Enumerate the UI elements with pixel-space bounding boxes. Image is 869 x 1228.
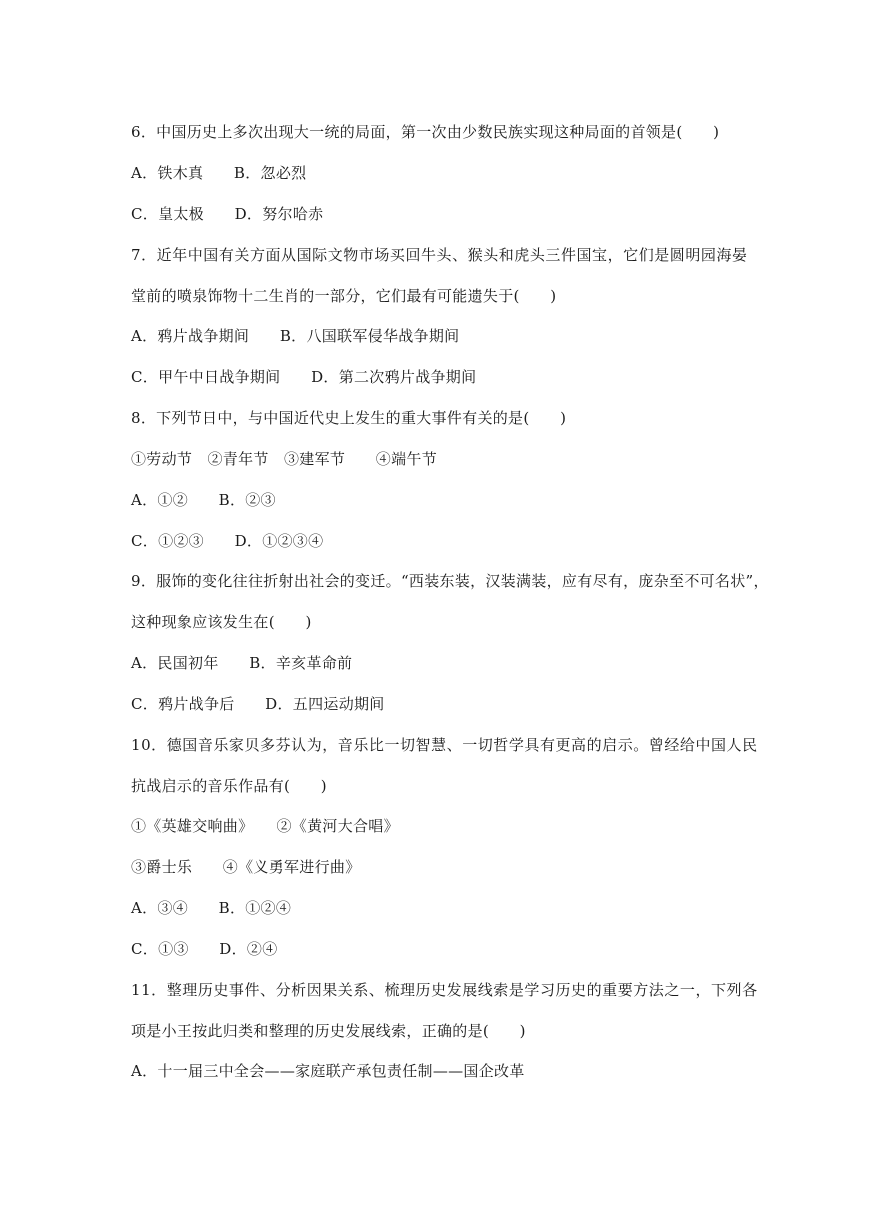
question-6-options-ab: A．铁木真 B．忽必烈 — [131, 164, 307, 182]
question-10-options-ab: A．③④ B．①②④ — [131, 899, 292, 917]
question-6-stem: 6．中国历史上多次出现大一统的局面，第一次由少数民族实现这种局面的首领是( ) — [131, 123, 720, 141]
question-8-stem: 8．下列节日中，与中国近代史上发生的重大事件有关的是( ) — [131, 409, 567, 427]
question-9-stem-line-2: 这种现象应该发生在( ) — [131, 613, 312, 631]
question-11-option-a: A．十一届三中全会——家庭联产承包责任制——国企改革 — [131, 1062, 525, 1080]
question-8-options-cd: C．①②③ D．①②③④ — [131, 532, 324, 550]
question-9-options-ab: A．民国初年 B．辛亥革命前 — [131, 654, 353, 672]
question-8-items: ①劳动节 ②青年节 ③建军节 ④端午节 — [131, 450, 438, 468]
question-10-stem-line-1: 10．德国音乐家贝多芬认为，音乐比一切智慧、一切哲学具有更高的启示。曾经给中国人民 — [131, 736, 758, 754]
question-10-items-1: ①《英雄交响曲》 ②《黄河大合唱》 — [131, 817, 399, 835]
question-11-stem-line-2: 项是小王按此归类和整理的历史发展线索，正确的是( ) — [131, 1022, 526, 1040]
question-7-stem-line-1: 7．近年中国有关方面从国际文物市场买回牛头、猴头和虎头三件国宝，它们是圆明园海晏 — [131, 246, 748, 264]
question-9-stem-line-1: 9．服饰的变化往往折射出社会的变迁。“西装东装，汉装满装，应有尽有，庞杂至不可名状”， — [131, 572, 769, 590]
question-7-options-ab: A．鸦片战争期间 B．八国联军侵华战争期间 — [131, 327, 460, 345]
question-6-options-cd: C．皇太极 D．努尔哈赤 — [131, 205, 324, 223]
question-9-options-cd: C．鸦片战争后 D．五四运动期间 — [131, 695, 385, 713]
question-7-options-cd: C．甲午中日战争期间 D．第二次鸦片战争期间 — [131, 368, 477, 386]
question-10-items-2: ③爵士乐 ④《义勇军进行曲》 — [131, 858, 361, 876]
question-8-options-ab: A．①② B．②③ — [131, 491, 276, 509]
question-10-stem-line-2: 抗战启示的音乐作品有( ) — [131, 777, 327, 795]
question-7-stem-line-2: 堂前的喷泉饰物十二生肖的一部分，它们最有可能遗失于( ) — [131, 287, 557, 305]
question-10-options-cd: C．①③ D．②④ — [131, 940, 278, 958]
question-11-stem-line-1: 11．整理历史事件、分析因果关系、梳理历史发展线索是学习历史的重要方法之一，下列各 — [131, 981, 758, 999]
